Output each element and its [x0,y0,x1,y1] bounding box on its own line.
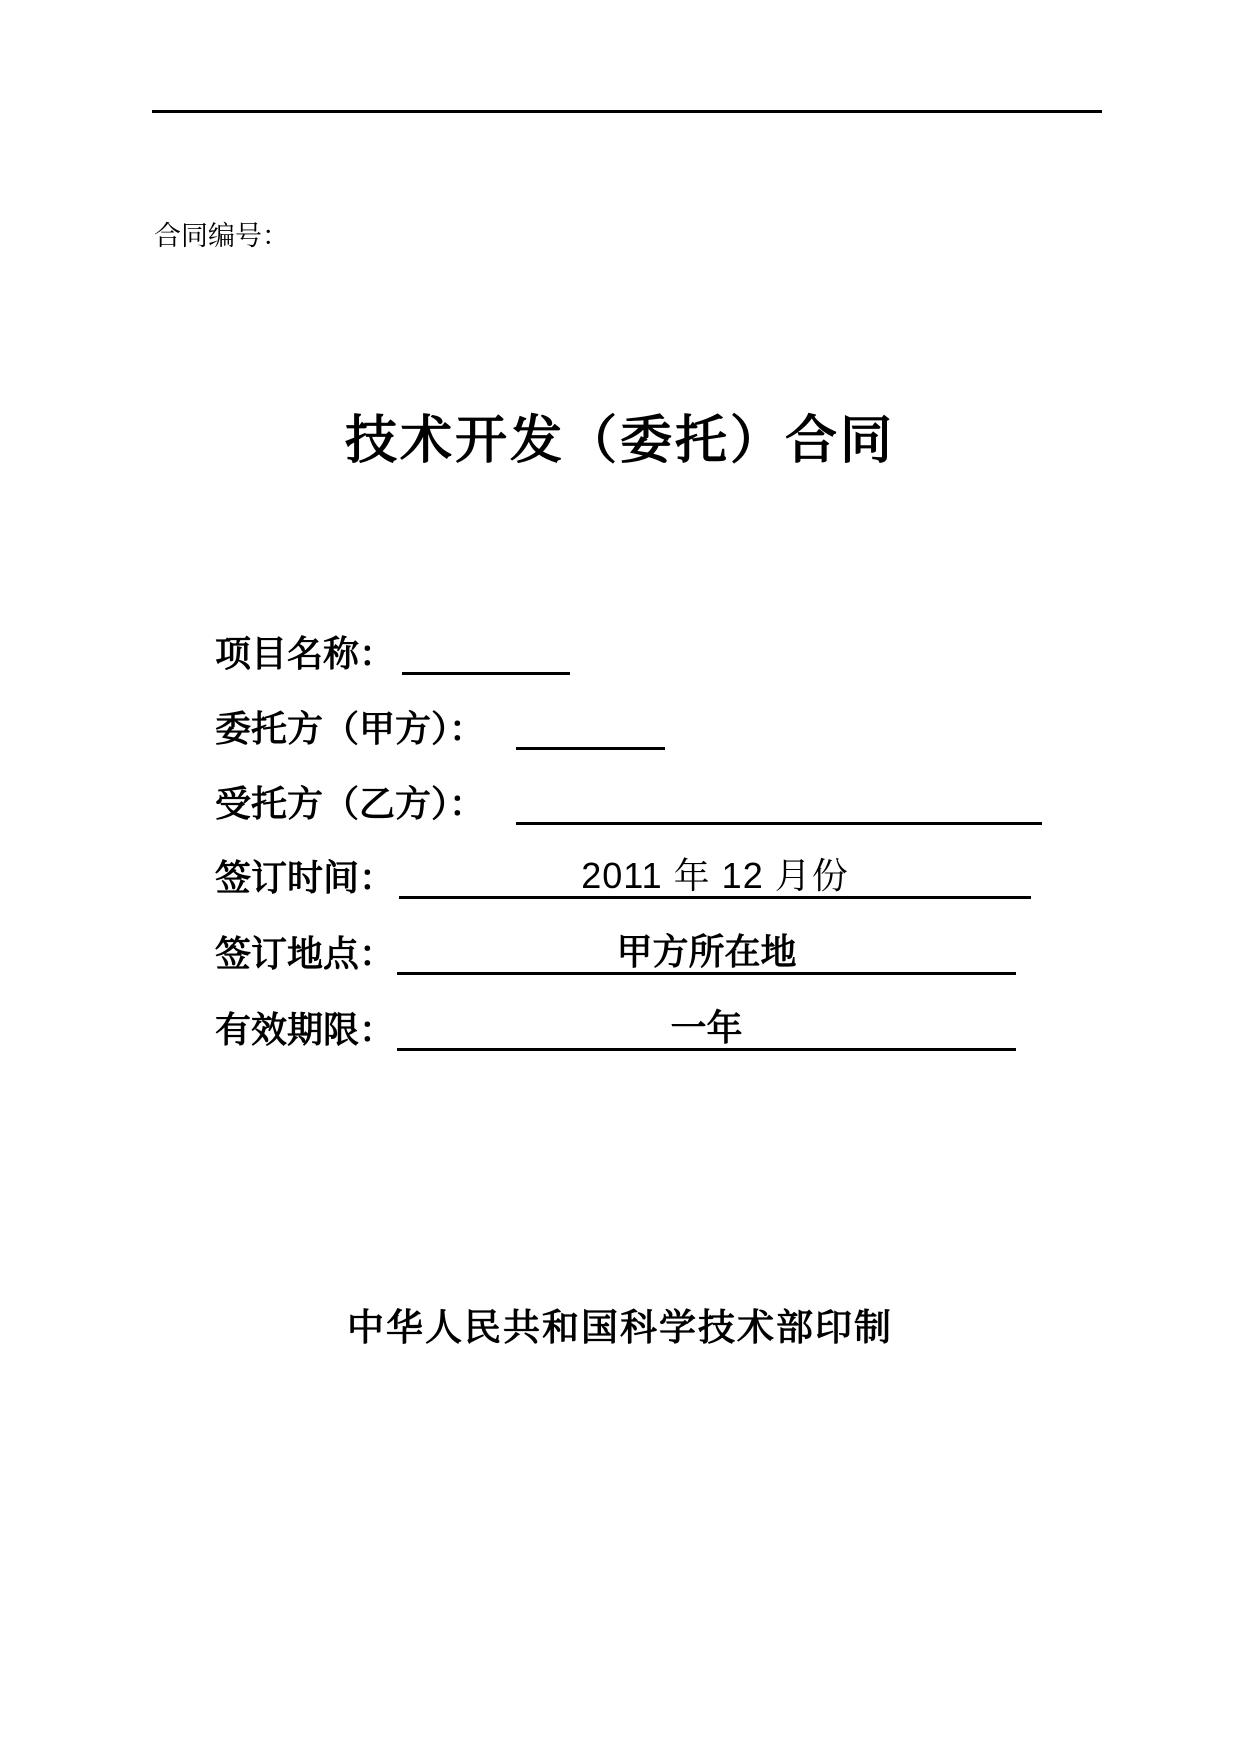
field-value-signing-time: 2011 年 12 月份 [581,855,849,896]
page-title: 技术开发（委托）合同 [344,413,895,470]
field-value-signing-place: 甲方所在地 [616,932,797,972]
field-underline-validity-period [397,1000,1016,1051]
field-underline-project-name [402,624,570,675]
field-underline-party-b [516,774,1042,825]
field-underline-signing-place [397,924,1016,975]
contract-number-label: 合同编号： [154,221,289,251]
footer-imprint: 中华人民共和国科学技术部印制 [347,1308,893,1349]
field-underline-party-a [516,699,665,750]
field-label-signing-place: 签订地点： [215,934,396,974]
field-label-party-a: 委托方（甲方）： [215,709,486,749]
top-rule [152,110,1102,113]
field-label-party-b: 受托方（乙方）： [215,784,486,824]
field-underline-signing-time [399,848,1031,899]
field-label-validity-period: 有效期限： [215,1010,396,1050]
field-label-project-name: 项目名称： [215,634,396,674]
field-label-signing-time: 签订时间： [215,858,396,898]
field-value-validity-period: 一年 [670,1008,743,1048]
